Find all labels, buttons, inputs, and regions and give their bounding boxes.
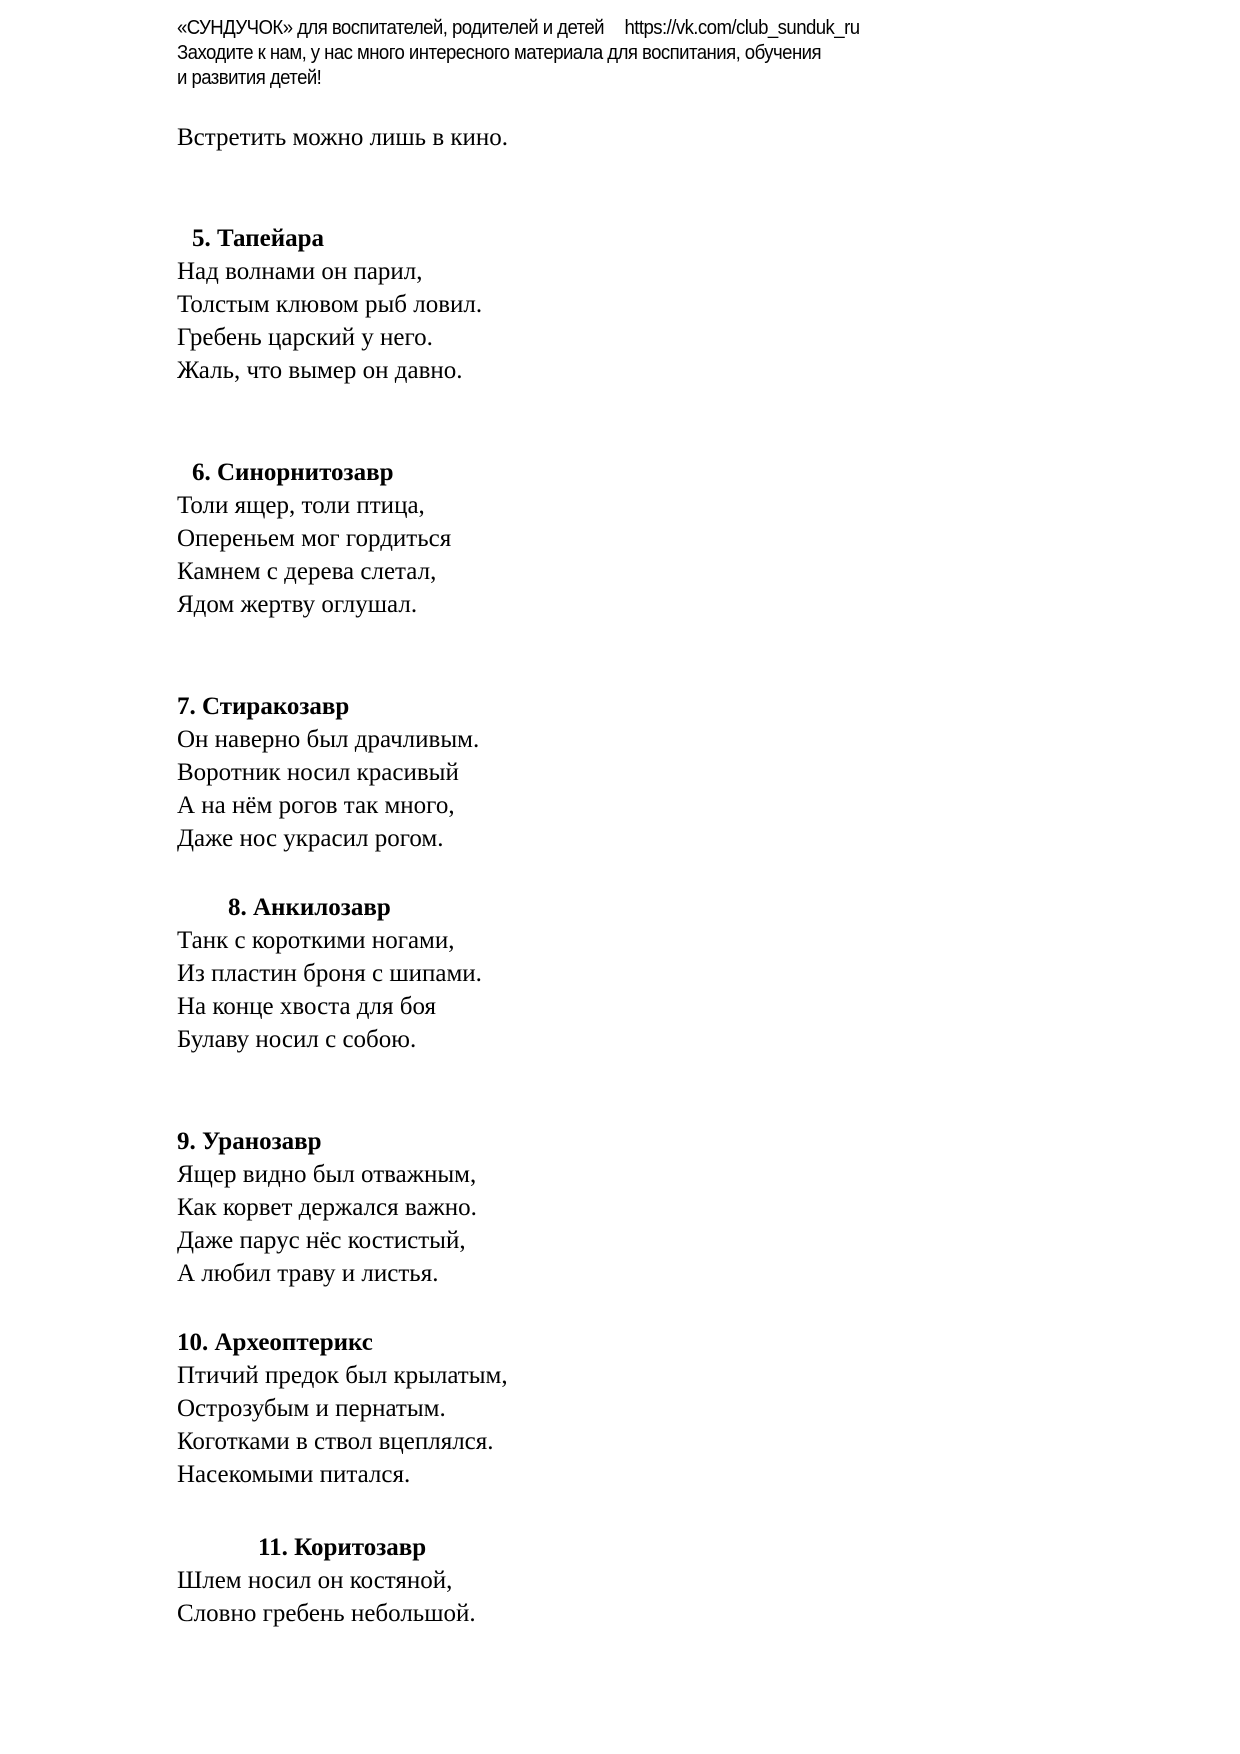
poem-line: Из пластин броня с шипами.: [177, 960, 482, 987]
poem-line: Он наверно был драчливым.: [177, 726, 480, 753]
poem-line: Жаль, что вымер он давно.: [177, 357, 463, 384]
poem-line: Толи ящер, толи птица,: [177, 492, 425, 519]
header-line-2: Заходите к нам, у нас много интересного материала для воспитания, обучения: [177, 42, 822, 64]
poem-line: Булаву носил с собою.: [177, 1026, 417, 1053]
poem-line: Толстым клювом рыб ловил.: [177, 291, 483, 318]
poem-line: Насекомыми питался.: [177, 1461, 411, 1488]
poem-line: Даже нос украсил рогом.: [177, 825, 444, 852]
vk-link[interactable]: https://vk.com/club_sunduk_ru: [624, 17, 860, 39]
continuation-line: Встретить можно лишь в кино.: [177, 124, 509, 151]
poem-line: Танк с короткими ногами,: [177, 927, 455, 954]
poem-line: Даже парус нёс костистый,: [177, 1227, 466, 1254]
poem-line: Ядом жертву оглушал.: [177, 591, 418, 618]
poem-title: 9. Уранозавр: [177, 1128, 322, 1155]
poem-line: Опереньем мог гордиться: [177, 525, 452, 552]
poem-line: На конце хвоста для боя: [177, 993, 436, 1020]
poem-line: Словно гребень небольшой.: [177, 1600, 476, 1627]
poem-line: Шлем носил он костяной,: [177, 1567, 453, 1594]
poem-line: А любил траву и листья.: [177, 1260, 439, 1287]
poem-line: Камнем с дерева слетал,: [177, 558, 437, 585]
header-line-3: и развития детей!: [177, 67, 322, 89]
poem-line: Гребень царский у него.: [177, 324, 433, 351]
poem-title: 10. Археоптерикс: [177, 1329, 373, 1356]
poem-title: 6. Синорнитозавр: [192, 459, 394, 486]
poem-title: 8. Анкилозавр: [228, 894, 391, 921]
poem-line: Как корвет держался важно.: [177, 1194, 477, 1221]
page-header: [177, 16, 995, 91]
header-line-1: [177, 16, 995, 41]
poem-line: Над волнами он парил,: [177, 258, 423, 285]
poem-line: Птичий предок был крылатым,: [177, 1362, 508, 1389]
brand-text: «СУНДУЧОК» для воспитателей, родителей и детей: [177, 17, 605, 39]
poem-line: А на нём рогов так много,: [177, 792, 455, 819]
poem-title: 5. Тапейара: [192, 225, 325, 252]
poem-line: Острозубым и пернатым.: [177, 1395, 446, 1422]
poem-title: 7. Стиракозавр: [177, 693, 350, 720]
poem-title: 11. Коритозавр: [258, 1534, 427, 1561]
poem-line: Коготками в ствол вцеплялся.: [177, 1428, 494, 1455]
poem-line: Ящер видно был отважным,: [177, 1161, 477, 1188]
poem-line: Воротник носил красивый: [177, 759, 459, 786]
